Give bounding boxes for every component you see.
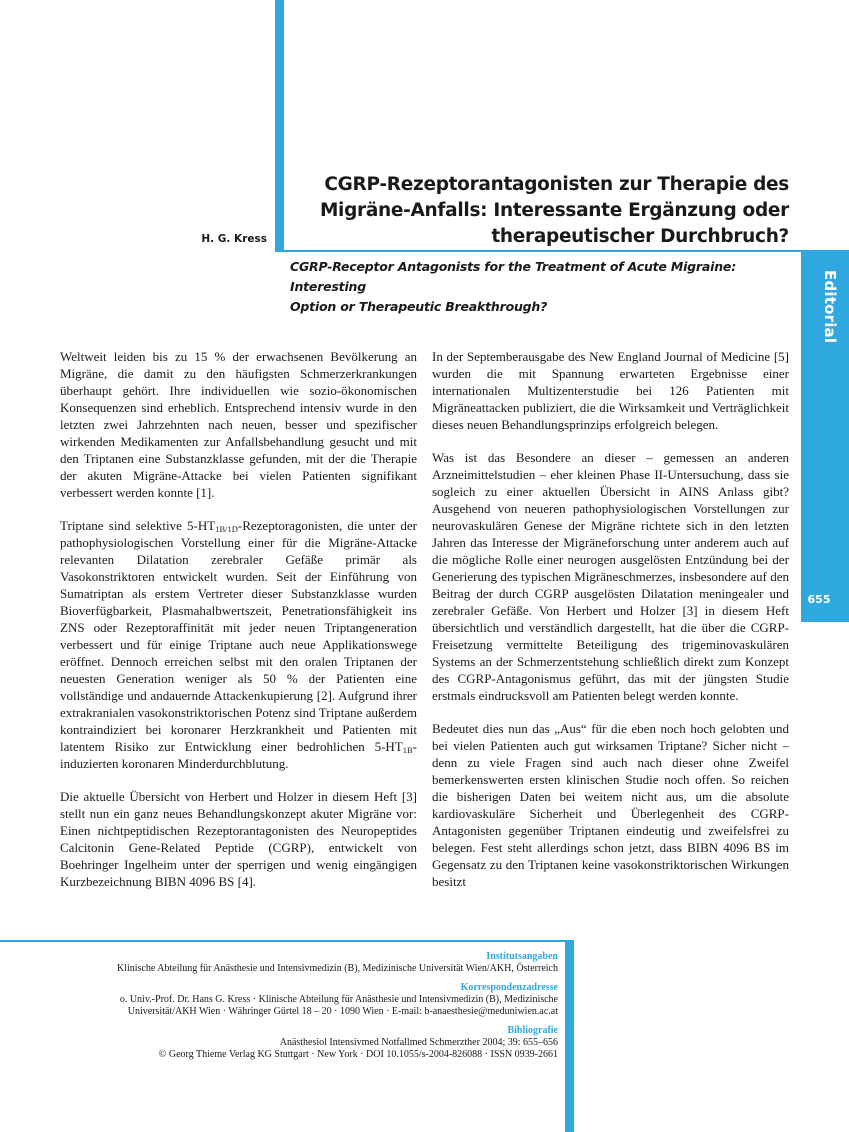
paragraph: In der Septemberausgabe des New England Journal of Medicine [5] wurden die mit Spannung erwarteten Ergebnisse einer internationalen Multizenterstudie bei 126 Patienten mit Migräneattacken publiziert, die die Wirksamkeit und Verträglichkeit dieses neuen Behandlungsprinzips erfolgreich belegen.: [432, 349, 789, 432]
paragraph: Was ist das Besondere an dieser – gemessen an anderen Arzneimittelstudien – eher kleinen Phase II-Untersuchung, dass sie sogleich zu einer aktuellen Übersicht in AINS Anlass gibt? Ausgehend von neueren pathophysiologischen Vorstellungen zur neurovaskulären Genese der Migräne richtete sich in den letzten Jahren das Interesse der Migräneforschung unter anderem auch auf die mögliche Rolle einer neurogen ausgelösten Entzündung bei der Generierung des typischen Migräneschmerzes, insbesondere auf den Beitrag der durch CGRP ausgelösten Dilatation meningealer und zerebraler Gefäße. Von Herbert und Holzer [3] in diesem Heft übersichtlich und verständlich dargestellt, hat die über die CGRP-Freisetzung vermittelte Beteiligung des trigeminovaskulären Systems an der Schmerzentstehung schließlich direkt zum Konzept des CGRP-Antagonismus geführt, das mit der jüngsten Studie erstmals eindrucksvoll am Patienten belegt werden konnte.: [432, 450, 789, 703]
bibliography-block: [20, 1024, 558, 1062]
english-subtitle: [290, 257, 790, 317]
institution-block: [20, 950, 558, 976]
paragraph: [60, 517, 417, 772]
paragraph: Bedeutet dies nun das „Aus“ für die eben noch hoch gelobten und bei vielen Patienten auch gut wirksamen Triptane? Sicher nicht – denn zu viele Fragen sind auch nach dieser ohne Zweifel bemerkenswerten ersten klinischen Studie noch offen. So reichen die bisherigen Daten bei weitem nicht aus, um die absolute kardiovaskuläre Sicherheit und Überlegenheit des CGRP-Antagonisten gegenüber Triptanen eindeutig und zweifelsfrei zu belegen. Fest steht allerdings schon jetzt, dass BIBN 4096 BS im Gegensatz zu den Triptanen keine vasokonstriktorischen Wirkungen besitzt: [432, 721, 789, 889]
article-title: [300, 172, 789, 250]
subtitle-line: Option or Therapeutic Breakthrough?: [290, 299, 548, 314]
article-info-footer: [20, 950, 558, 1067]
bibliography-heading: Bibliografie: [507, 1024, 558, 1036]
page-number: 655: [807, 593, 831, 606]
subscript: 1B: [402, 745, 413, 755]
bibliography-line: Anästhesiol Intensivmed Notfallmed Schmerzther 2004; 39: 655–656: [279, 1036, 558, 1048]
header-rule: [275, 250, 849, 252]
section-label: Editorial: [821, 270, 839, 344]
correspondence-line: Universität/AKH Wien · Währinger Gürtel 18 – 20 · 1090 Wien · E-mail: b-anaesthesie@meduniwien.ac.at: [127, 1006, 558, 1017]
footer-rule: [0, 940, 572, 942]
right-column: [432, 348, 789, 906]
correspondence-block: [20, 981, 558, 1019]
paragraph: Die aktuelle Übersicht von Herbert und Holzer in diesem Heft [3] stellt nun ein ganz neues Behandlungskonzept akuter Migräne vor: Einen nichtpeptidischen Rezeptorantagonisten des Neuropeptides Calcitonin Gene-Related Peptide (CGRP), entwickelt von Boehringer Ingelheim unter der sperrigen und wenig eingängigen Kurzbezeichnung BIBN 4096 BS [4].: [60, 789, 417, 889]
left-column: [60, 348, 417, 906]
institution-heading: Institutsangaben: [486, 951, 558, 962]
correspondence-heading: Korrespondenzadresse: [460, 981, 558, 993]
title-line: therapeutischer Durchbruch?: [491, 226, 789, 247]
footer-accent-bar: [565, 940, 574, 1132]
paragraph: Weltweit leiden bis zu 15 % der erwachsenen Bevölkerung an Migräne, die damit zu den häufigsten Schmerzerkrankungen überhaupt gehört. Ihre individuellen wie sozio-ökonomischen Konsequenzen sind erheblich. Entsprechend intensiv wurde in den letzten zwei Jahrzehnten nach neuen, besser und spezifischer wirkenden Medikamenten zur Anfallsbehandlung gesucht und mit den Triptanen eine Substanzklasse gefunden, mit der die Therapie der akuten Migräne-Attacke bei vielen Patienten signifikant verbessert werden konnte [1].: [60, 349, 417, 500]
text-run: Triptane sind selektive 5-HT: [60, 518, 216, 533]
bibliography-line: © Georg Thieme Verlag KG Stuttgart · New York · DOI 10.1055/s-2004-826088 · ISSN 0939-2661: [158, 1049, 558, 1060]
title-line: CGRP-Rezeptorantagonisten zur Therapie des: [324, 174, 789, 195]
institution-text: Klinische Abteilung für Anästhesie und Intensivmedizin (B), Medizinische Universität Wien/AKH, Österreich: [117, 963, 558, 974]
text-run: -induzierten koronaren Minderdurchblutung.: [60, 739, 417, 771]
subtitle-line: CGRP-Receptor Antagonists for the Treatment of Acute Migraine: Interesting: [290, 259, 736, 294]
header-accent-bar: [275, 0, 284, 252]
title-line: Migräne-Anfalls: Interessante Ergänzung oder: [319, 200, 789, 221]
subscript: 1B/1D: [215, 524, 238, 534]
text-run: -Rezeptoragonisten, die unter der pathophysiologischen Vorstellung einer für die Migräne-Attacke relevanten Dilatation zerebraler Gefäße primär als Vasokonstriktoren entwickelt wurden. Seit der Einführung von Sumatriptan als erstem Vertreter dieser Substanzklasse wurden Bioverfügbarkeit, Plasmahalbwertszeit, Penetrationsfähigkeit ins ZNS oder Rezeptoraffinität mit jeder neuen Triptangeneration verbessert und für einige Triptane auch neue Applikationswege eröffnet. Dennoch erreichen selbst mit den oralen Triptanen der neuesten Generation weniger als 50 % der Patienten eine vollständige und andauernde Attackenkupierung [2]. Aufgrund ihrer extrakranialen vasokonstriktorischen Potenz sind Triptane außerdem kontraindiziert bei koronarer Herzkrankheit und Patienten mit latentem Risiko zur Entwicklung einer bedrohlichen 5-HT: [60, 518, 418, 754]
correspondence-line: o. Univ.-Prof. Dr. Hans G. Kress · Klinische Abteilung für Anästhesie und Intensivmedizin (B), Medizinische: [119, 993, 558, 1005]
author-name: H. G. Kress: [201, 233, 267, 245]
